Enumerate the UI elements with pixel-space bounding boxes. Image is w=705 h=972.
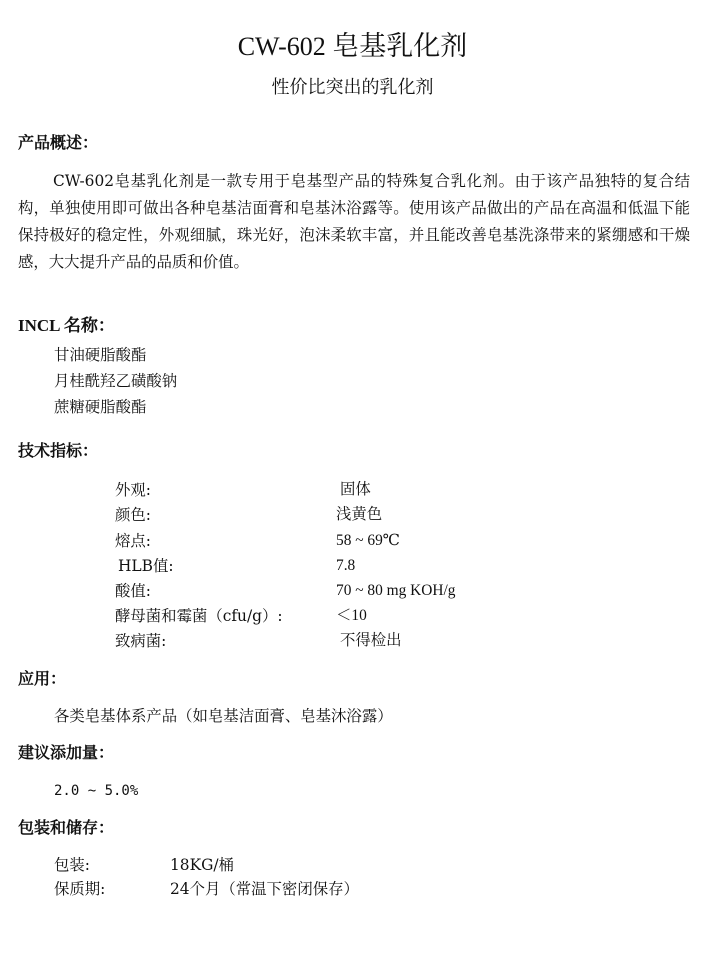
dosage-text: 2.0 ~ 5.0% — [54, 783, 139, 799]
spec-value-appearance: 固体 — [340, 481, 371, 498]
spec-label-acid-value: 酸值: — [115, 582, 151, 600]
page-subtitle: 性价比突出的乳化剂 — [271, 77, 434, 98]
overview-heading: 产品概述： — [18, 133, 99, 152]
spec-value-acid-value: 70 ~ 80 mg KOH/g — [336, 582, 456, 599]
specs-heading: 技术指标： — [18, 441, 99, 460]
incl-item: 月桂酰羟乙磺酸钠 — [54, 372, 178, 390]
spec-label-pathogens: 致病菌: — [115, 632, 167, 650]
spec-label-melting-point: 熔点: — [115, 532, 151, 550]
packaging-value: 18KG/桶 — [170, 856, 234, 874]
application-heading: 应用： — [18, 669, 67, 688]
spec-label-hlb: HLB值: — [118, 557, 174, 575]
incl-item: 蔗糖硬脂酸酯 — [54, 398, 147, 416]
page-title — [0, 30, 705, 64]
spec-label-appearance: 外观: — [115, 481, 151, 499]
shelf-life-label: 保质期: — [54, 880, 106, 898]
spec-label-color: 颜色: — [115, 506, 151, 524]
overview-paragraph: CW-602皂基乳化剂是一款专用于皂基型产品的特殊复合乳化剂。由于该产品独特的复合结构，单独使用即可做出各种皂基洁面膏和皂基沐浴露等。使用该产品做出的产品在高温和低温下能保持极好的稳定性，外观细腻，珠光好，泡沫柔软丰富，并且能改善皂基洗涤带来的紧绷感和干燥感，大大提升产品的品质和价值。 — [18, 172, 690, 271]
incl-heading: INCL 名称： — [18, 316, 115, 335]
spec-value-yeast-mold: ＜10 — [336, 607, 367, 624]
shelf-life-value: 24个月（常温下密闭保存） — [170, 880, 359, 898]
product-code: CW-602 — [237, 32, 326, 61]
packaging-heading: 包装和储存： — [18, 818, 115, 837]
spec-label-yeast-mold: 酵母菌和霉菌（cfu/g）: — [115, 607, 283, 625]
spec-value-color: 浅黄色 — [336, 506, 383, 523]
spec-value-hlb: 7.8 — [336, 557, 356, 574]
application-text: 各类皂基体系产品（如皂基洁面膏、皂基沐浴露） — [54, 707, 393, 725]
incl-item: 甘油硬脂酸酯 — [54, 346, 147, 364]
packaging-label: 包装: — [54, 856, 90, 874]
dosage-heading: 建议添加量： — [18, 743, 115, 762]
spec-value-pathogens: 不得检出 — [340, 632, 402, 649]
spec-value-melting-point: 58 ~ 69℃ — [336, 532, 401, 549]
product-name: 皂基乳化剂 — [332, 31, 468, 62]
